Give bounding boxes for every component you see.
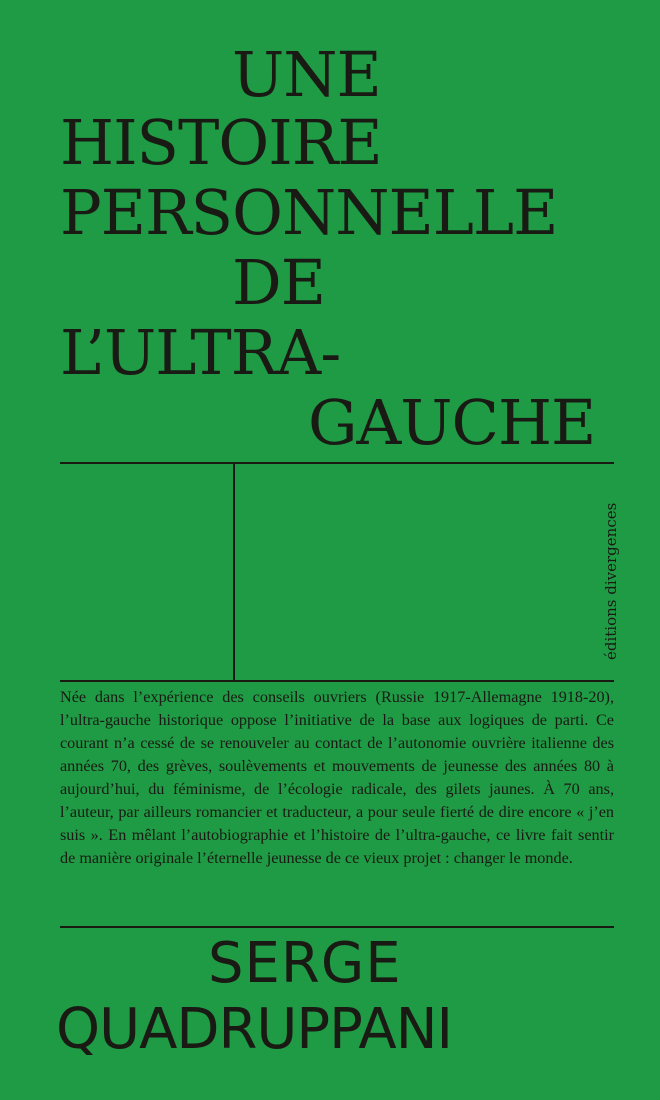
title-line-4: DE <box>232 246 325 319</box>
publisher-name: éditions divergences <box>602 502 620 660</box>
author-first-name: SERGE <box>208 931 402 996</box>
title-line-5: L’ULTRA- <box>60 316 341 389</box>
divider-bottom <box>60 926 614 928</box>
author-last-name: QUADRUPPANI <box>56 997 453 1062</box>
divider-top <box>60 462 614 464</box>
title-line-6: GAUCHE <box>308 386 596 459</box>
title-line-2: HISTOIRE <box>60 106 382 179</box>
divider-vertical <box>233 462 235 682</box>
book-description: Née dans l’expérience des conseils ouvriers (Russie 1917-Allemagne 1918-20), l’ultra-gauche historique oppose l’initiative de la base aux logiques de parti. Ce courant n’a cessé de se renouveler au contact de l’autonomie ouvrière italienne des années 70, des grèves, soulèvements et mouvements de jeunesse des années 80 à aujourd’hui, du féminisme, de l’écologie radicale, des gilets jaunes. À 70 ans, l’auteur, par ailleurs romancier et traducteur, a pour seule fierté de dire encore « j’en suis ». En mêlant l’autobiographie et l’histoire de l’ultra-gauche, ce livre fait sentir de manière originale l’éternelle jeunesse de ce vieux projet : changer le monde. <box>60 688 614 867</box>
divider-middle <box>60 680 614 682</box>
title-line-1: UNE <box>232 38 381 111</box>
title-line-3: PERSONNELLE <box>60 176 558 249</box>
